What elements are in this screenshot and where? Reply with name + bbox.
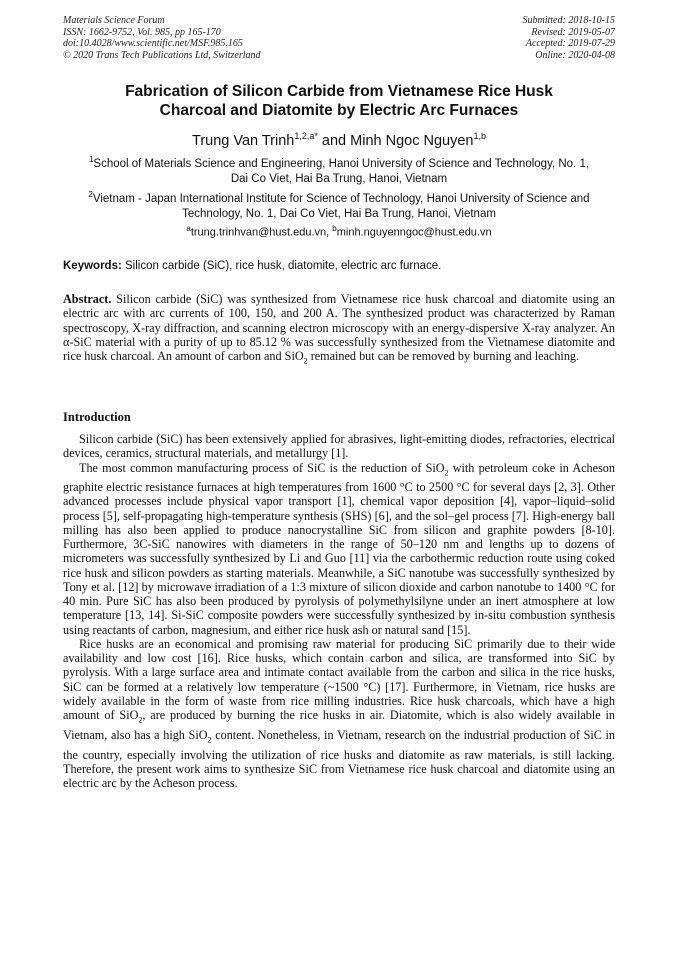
author-name: Trung Van Trinh bbox=[192, 132, 295, 149]
keywords bbox=[63, 259, 615, 273]
introduction-body bbox=[63, 432, 615, 790]
affiliation-text: Dai Co Viet, Hai Ba Trung, Hanoi, Vietnam bbox=[230, 173, 448, 186]
subscript: 2 bbox=[303, 356, 308, 366]
journal-name: Materials Science Forum bbox=[63, 15, 165, 26]
email-link[interactable]: minh.nguyenngoc@hust.edu.vn bbox=[336, 226, 492, 239]
date-online: Online: 2020-04-08 bbox=[535, 49, 615, 61]
date-revised: Revised: 2019-05-07 bbox=[531, 26, 615, 38]
journal-copyright: © 2020 Trans Tech Publications Ltd, Switzerland bbox=[63, 49, 261, 61]
journal-info bbox=[63, 15, 261, 61]
date-submitted: Submitted: 2018-10-15 bbox=[522, 15, 615, 26]
date-accepted: Accepted: 2019-07-29 bbox=[525, 38, 615, 49]
subscript: 2 bbox=[138, 715, 143, 725]
abstract-text: remained but can be removed by burning and leaching. bbox=[307, 349, 580, 363]
paragraph-text: The most common manufacturing process of SiC is the reduction of SiO bbox=[79, 460, 445, 475]
affiliation-superscript: 1 bbox=[88, 155, 94, 164]
subscript: 2 bbox=[444, 467, 449, 477]
author-list bbox=[63, 127, 615, 150]
affiliation-text: Vietnam - Japan International Institute for Science of Technology, Hanoi University of Science and bbox=[92, 192, 590, 205]
email-superscript: a bbox=[186, 224, 191, 233]
author-superscript: 1,2,a* bbox=[294, 131, 318, 141]
journal-doi[interactable]: doi:10.4028/www.scientific.net/MSF.985.165 bbox=[63, 38, 243, 49]
email-superscript: b bbox=[332, 224, 337, 233]
author-conjunction: and bbox=[317, 132, 351, 149]
title-line-2: Charcoal and Diatomite by Electric Arc Furnaces bbox=[159, 102, 519, 119]
author-superscript: 1,b bbox=[473, 131, 486, 141]
affiliation-text: Technology, No. 1, Dai Co Viet, Hai Ba Trung, Hanoi, Vietnam bbox=[182, 208, 496, 221]
paragraph-text: with petroleum coke in Acheson graphite electric resistance furnaces at high temperatures from 1600 °C to 2500 °C for several days [2, 3]. Other advanced processes include physical vapor transport [1], chemical vapor deposition [4], vapor–liquid–solid process [5], self-propagating high-temperature synthesis (SHS) [6], and the sol–gel process [7]. High-energy ball milling has also been applied to produce nanocrystalline SiC from silicon and graphite powders [8-10]. Furthermore, 3C-SiC nanowires with diameters in the range of 50–120 nm and lengths up to dozens of micrometers was successfully synthesized by Li and Guo [11] via the carbothermic reduction route using coked rice husk and silicon powders as starting materials. Meanwhile, a SiC nanotube was successfully synthesized by Tony et al. [12] by microwave irradiation of a 1:3 mixture of silicon dioxide and carbon nanotube to 1400 °C for 40 min. Pure SiC has also been produced by pyrolysis of polymethylsilyne under an inert atmosphere at low temperature [13, 14]. Si-SiC composite powders were successfully synthesized by in-situ combustion synthesis using reactants of carbon, magnesium, and either rice husk ash or natural sand [15]. bbox=[63, 460, 615, 637]
email-separator: , bbox=[326, 226, 333, 239]
section-heading-introduction: Introduction bbox=[63, 410, 131, 424]
title-line-1: Fabrication of Silicon Carbide from Vietnamese Rice Husk bbox=[125, 83, 553, 100]
paragraph bbox=[63, 461, 615, 637]
paragraph: Silicon carbide (SiC) has been extensively applied for abrasives, light-emitting diodes, refractories, electrical devices, ceramics, structural materials, and metallurgy [1]. bbox=[63, 432, 615, 461]
author-emails bbox=[63, 222, 615, 240]
paper-title bbox=[63, 82, 615, 120]
publication-dates bbox=[523, 15, 616, 61]
abstract-label: Abstract. bbox=[63, 292, 112, 306]
paragraph-text: Rice husks are an economical and promising raw material for producing SiC primarily due to their wide availability and low cost [16]. Rice husks, which contain carbon and silica, are transformed into SiC by pyrolysis. With a large surface area and intimate contact available from the carbon and silica in the rice husks, SiC can be formed at a relatively low temperature (~1500 °C) [17]. Furthermore, in Vietnam, rice husks are widely available in the form of waste from rice milling industries. Rice husk charcoals, which have a high amount of SiO bbox=[63, 636, 615, 723]
keywords-label: Keywords: bbox=[63, 260, 122, 272]
affiliation-text: School of Materials Science and Engineering, Hanoi University of Science and Technology, No. 1, bbox=[93, 157, 590, 170]
affiliation-1 bbox=[63, 152, 615, 188]
abstract-text: Silicon carbide (SiC) was synthesized from Vietnamese rice husk charcoal and diatomite using an electric arc with arc currents of 100, 150, and 200 A. The synthesized product was characterized by Raman spectroscopy, X-ray diffraction, and scanning electron microscopy with an energy-dispersive X-ray analyzer. An α-SiC material with a purity of up to 85.12 % was successfully synthesized from the Vietnamese diatomite and rice husk charcoal. An amount of carbon and SiO bbox=[63, 292, 615, 363]
email-link[interactable]: trung.trinhvan@hust.edu.vn bbox=[190, 226, 327, 239]
affiliation-superscript: 2 bbox=[88, 190, 93, 199]
paragraph-text: content. Nonetheless, in Vietnam, research on the industrial production of SiC in the country, especially involving the utilization of rice husks and diatomite as raw materials, is still lacking. Therefore, the present work aims to synthesize SiC from Vietnamese rice husk charcoal and diatomite using an electric arc by the Acheson process. bbox=[63, 727, 616, 791]
abstract bbox=[63, 292, 615, 369]
author-name: Minh Ngoc Nguyen bbox=[350, 132, 474, 149]
paragraph-text: , are produced by burning the rice husks in air. Diatomite, which is also widely available in Vietnam, also has a high SiO bbox=[63, 708, 615, 742]
subscript: 2 bbox=[207, 735, 212, 745]
affiliation-2 bbox=[63, 187, 615, 223]
paragraph bbox=[63, 637, 615, 790]
journal-issn: ISSN: 1662-9752, Vol. 985, pp 165-170 bbox=[63, 26, 221, 38]
keywords-text: Silicon carbide (SiC), rice husk, diatomite, electric arc furnace. bbox=[121, 260, 442, 272]
